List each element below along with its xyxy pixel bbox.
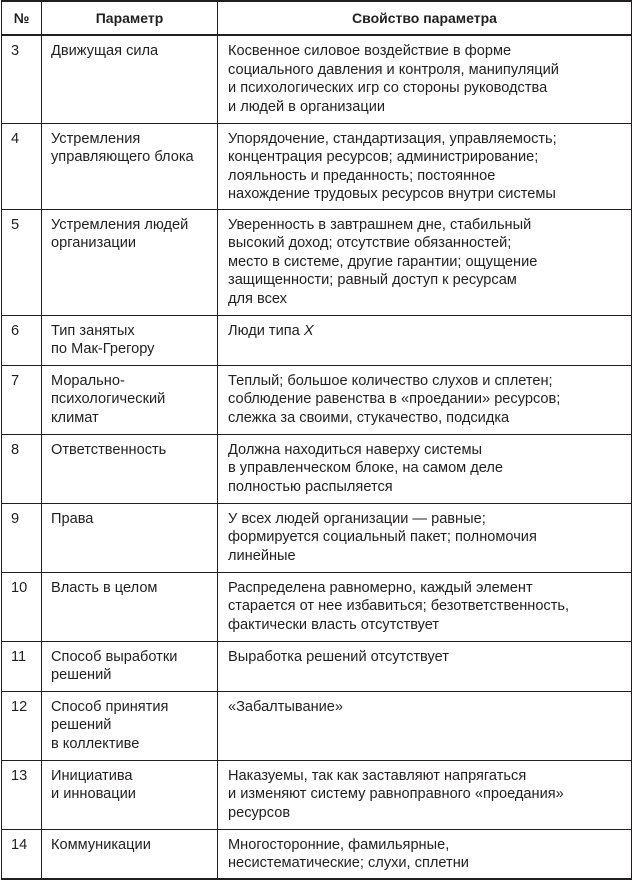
row-number: 9 (2, 503, 42, 572)
row-number: 11 (2, 641, 42, 691)
row-property: Распределена равномерно, каждый элемент старается от нее избавиться; безответственность, фактически власть отсутствует (218, 572, 632, 641)
row-parameter: Движущая сила (42, 35, 218, 123)
row-property: Многосторонние, фамильярные, несистематические; слухи, сплетни (218, 829, 632, 879)
property-text: Люди типа (228, 322, 304, 339)
row-parameter: Способ выработки решений (42, 641, 218, 691)
row-number: 6 (2, 315, 42, 365)
row-parameter: Морально- психологический климат (42, 365, 218, 434)
table-row (2, 365, 632, 434)
row-number: 3 (2, 35, 42, 123)
table-row (2, 434, 632, 503)
parameters-table (1, 0, 632, 880)
table-row (2, 760, 632, 829)
row-property: Наказуемы, так как заставляют напрягаться и изменяют систему равноправного «проедания» ресурсов (218, 760, 632, 829)
row-property: Должна находиться наверху системы в управленческом блоке, на самом деле полностью распыляется (218, 434, 632, 503)
row-number: 14 (2, 829, 42, 879)
row-number: 12 (2, 691, 42, 760)
row-property (218, 315, 632, 365)
row-property: «Забалтывание» (218, 691, 632, 760)
table-row (2, 503, 632, 572)
row-parameter: Ответственность (42, 434, 218, 503)
table-row (2, 35, 632, 123)
table-row (2, 829, 632, 879)
row-property: Косвенное силовое воздействие в форме социального давления и контроля, манипуляций и психологических игр со стороны руководства и людей в организации (218, 35, 632, 123)
table-row (2, 315, 632, 365)
row-number: 13 (2, 760, 42, 829)
row-parameter: Тип занятых по Мак-Грегору (42, 315, 218, 365)
table-row (2, 572, 632, 641)
row-property: У всех людей организации — равные; формируется социальный пакет; полномочия линейные (218, 503, 632, 572)
row-property: Упорядочение, стандартизация, управляемость; концентрация ресурсов; администрирование; лояльность и преданность; постоянное нахождение трудовых ресурсов внутри системы (218, 123, 632, 209)
row-parameter: Коммуникации (42, 829, 218, 879)
header-property: Свойство параметра (218, 1, 632, 35)
header-parameter: Параметр (42, 1, 218, 35)
row-parameter: Инициатива и инновации (42, 760, 218, 829)
table-row (2, 209, 632, 315)
table-row (2, 691, 632, 760)
row-property: Выработка решений отсутствует (218, 641, 632, 691)
row-parameter: Устремления управляющего блока (42, 123, 218, 209)
table-row (2, 123, 632, 209)
row-number: 7 (2, 365, 42, 434)
table-row (2, 641, 632, 691)
header-number: № (2, 1, 42, 35)
row-number: 10 (2, 572, 42, 641)
table-header-row (2, 1, 632, 35)
row-number: 8 (2, 434, 42, 503)
row-number: 4 (2, 123, 42, 209)
row-number: 5 (2, 209, 42, 315)
row-parameter: Права (42, 503, 218, 572)
row-parameter: Способ принятия решений в коллективе (42, 691, 218, 760)
row-parameter: Власть в целом (42, 572, 218, 641)
row-property: Теплый; большое количество слухов и сплетен; соблюдение равенства в «проедании» ресурсов; слежка за своими, стукачество, подсидка (218, 365, 632, 434)
row-parameter: Устремления людей организации (42, 209, 218, 315)
row-property: Уверенность в завтрашнем дне, стабильный высокий доход; отсутствие обязанностей; место в системе, другие гарантии; ощущение защищенности; равный доступ к ресурсам для всех (218, 209, 632, 315)
property-emphasis: X (303, 322, 314, 339)
